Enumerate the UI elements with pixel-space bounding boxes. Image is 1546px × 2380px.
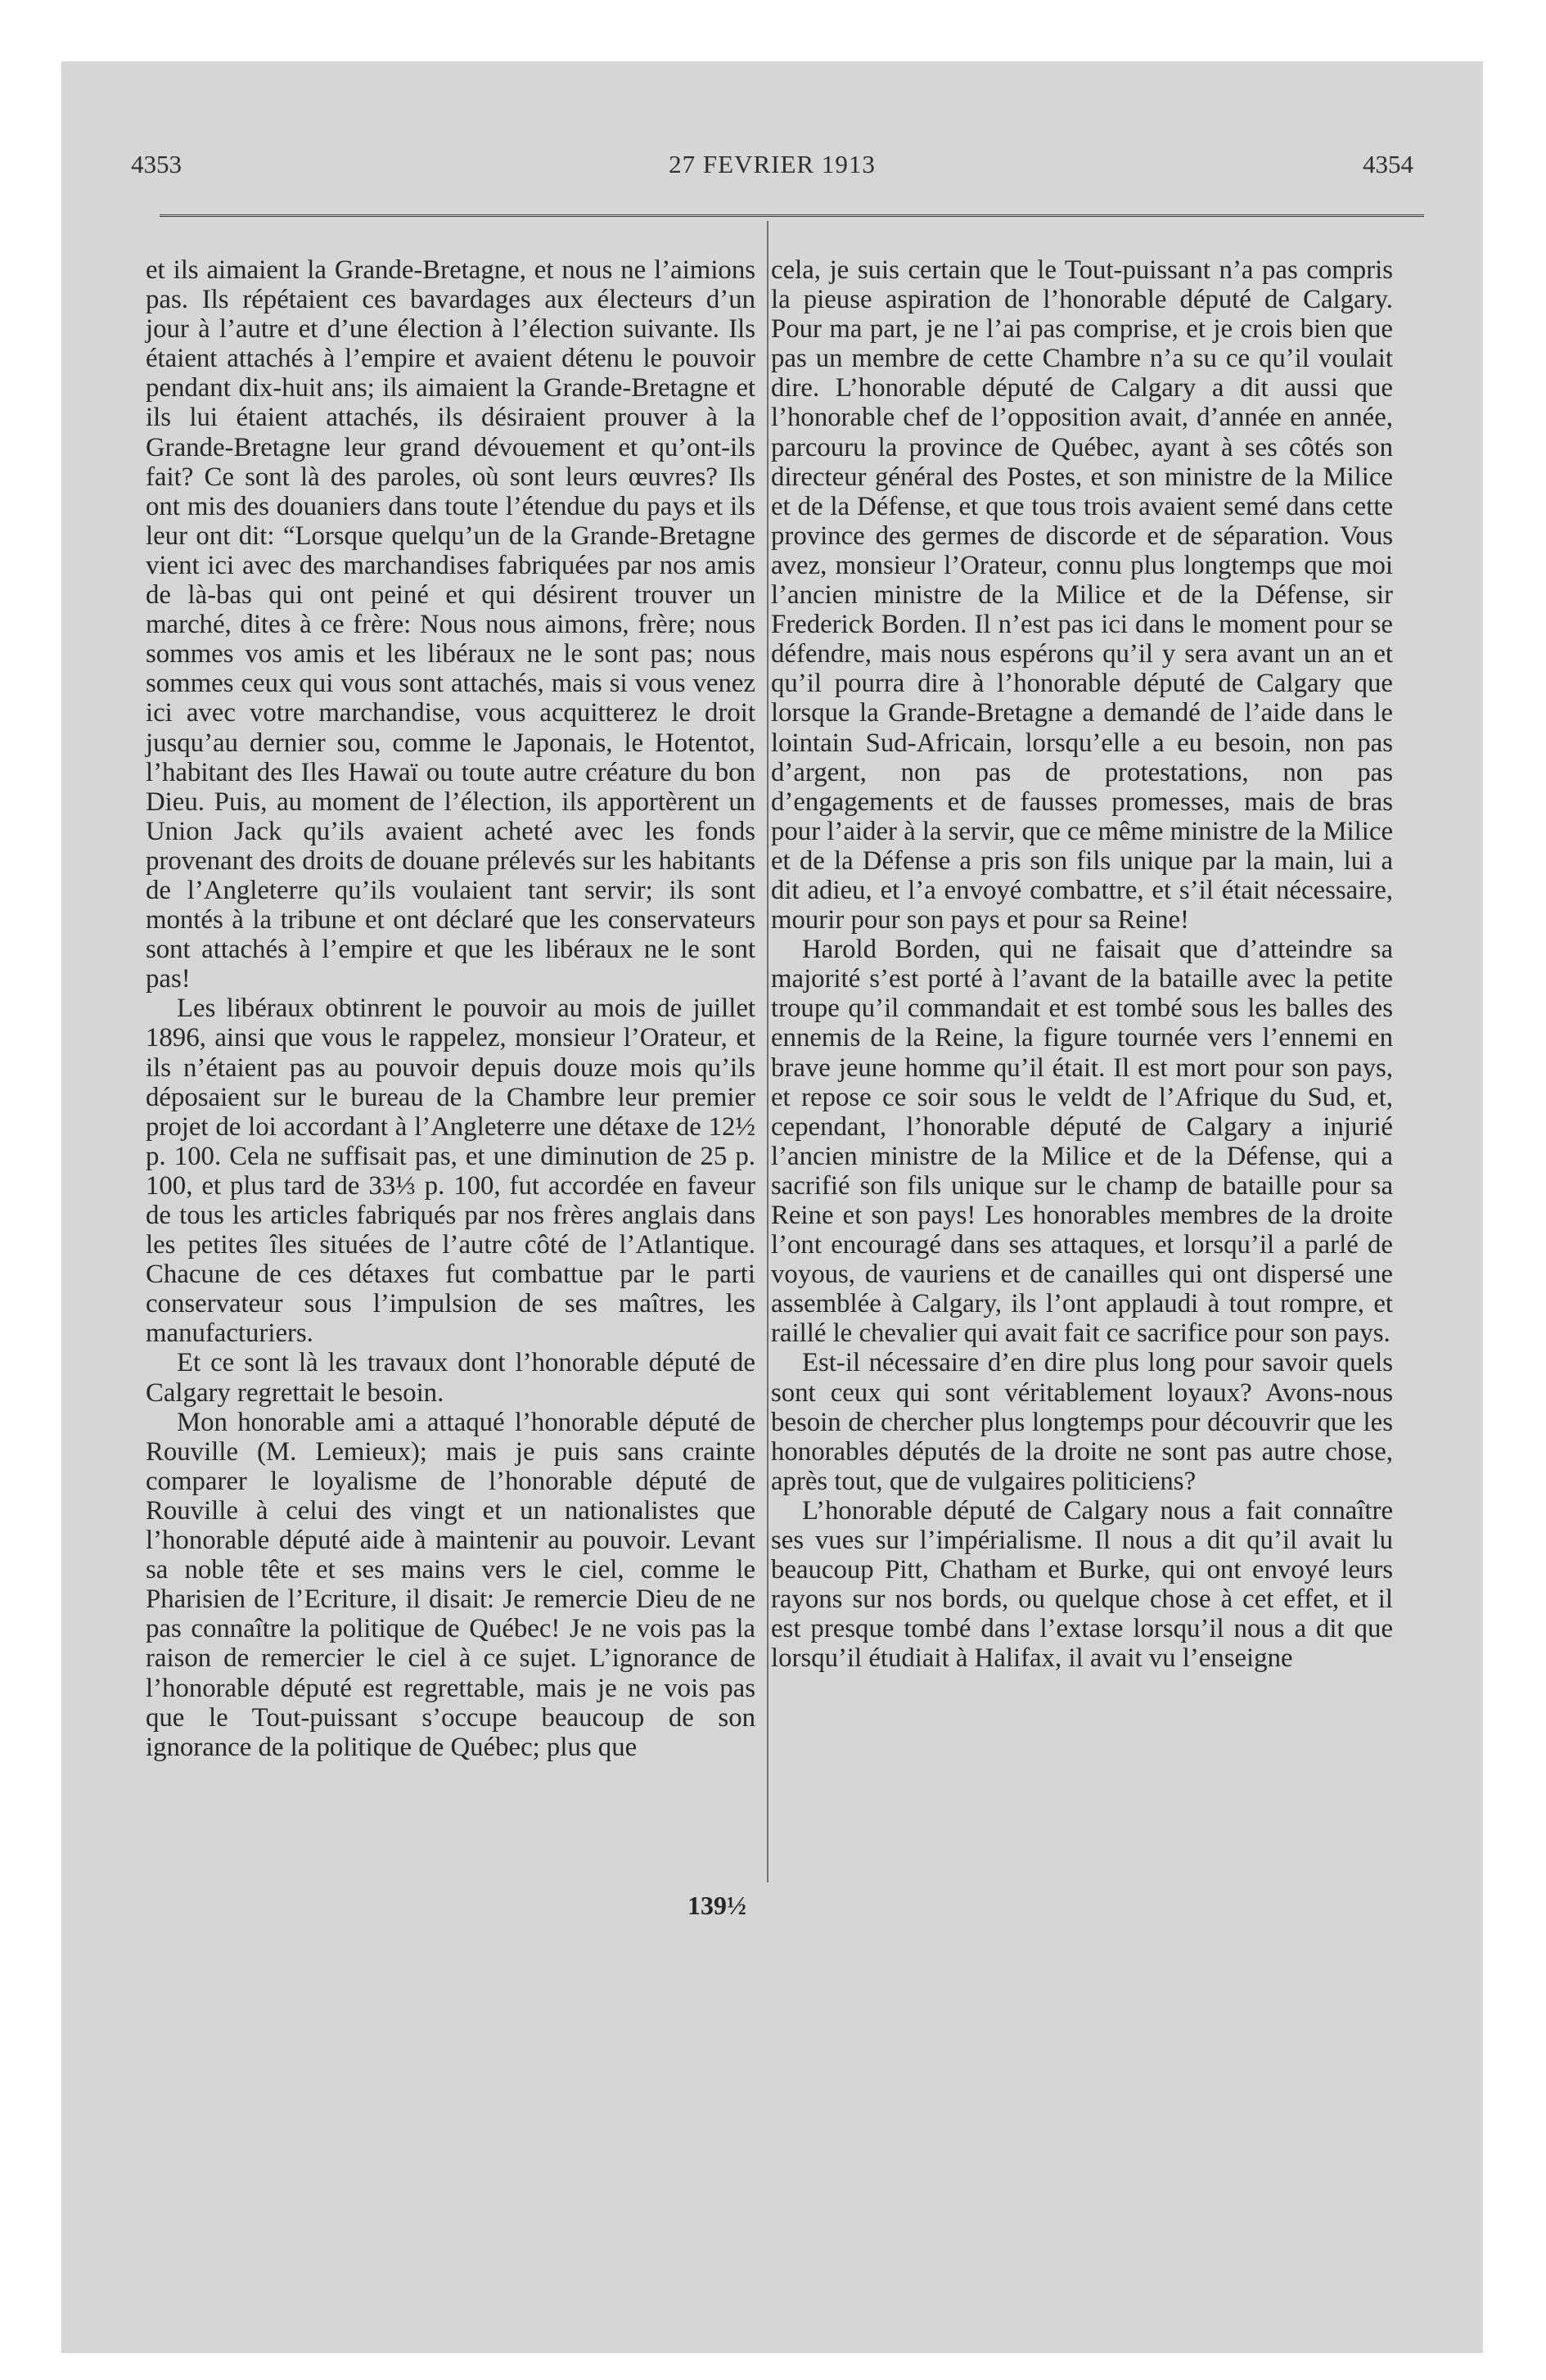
sheet-number: 139½ [687, 1891, 746, 1920]
left-page-number: 4353 [131, 150, 182, 178]
paragraph: Et ce sont là les travaux dont l’honorable député de Calgary regrettait le besoin. [146, 1348, 755, 1408]
paragraph: Est-il nécessaire d’en dire plus long pour savoir quels sont ceux qui sont véritablement loyaux? Avons-nous besoin de chercher plus longtemps pour découvrir que les honorables députés de la droite ne sont pas autre chose, après tout, que de vulgaires politiciens? [771, 1348, 1393, 1496]
paragraph: Mon honorable ami a attaqué l’honorable député de Rouville (M. Lemieux); mais je puis sans crainte comparer le loyalisme de l’honorable député de Rouville à celui des vingt et un nationalistes que l’honorable député aide à maintenir au pouvoir. Levant sa noble tête et ses mains vers le ciel, comme le Pharisien de l’Ecriture, il disait: Je remercie Dieu de ne pas connaître la politique de Québec! Je ne vois pas la raison de remercier le ciel à ce sujet. L’ignorance de l’honorable député est regrettable, mais je ne vois pas que le Tout-puissant s’occupe beaucoup de son ignorance de la politique de Québec; plus que [146, 1407, 755, 1762]
paragraph: et ils aimaient la Grande-Bretagne, et nous ne l’aimions pas. Ils répétaient ces bavardages aux électeurs d’un jour à l’autre et d’une élection à l’élection suivante. Ils étaient attachés à l’empire et avaient détenu le pouvoir pendant dix-huit ans; ils aimaient la Grande-Bretagne et ils lui étaient attachés, ils désiraient prouver à la Grande-Bretagne leur grand dévouement et qu’ont-ils fait? Ce sont là des paroles, où sont leurs œuvres? Ils ont mis des douaniers dans toute l’étendue du pays et ils leur ont dit: “Lorsque quelqu’un de la Grande-Bretagne vient ici avec des marchandises fabriquées par nos amis de là-bas qui ont peiné et qui désirent trouver un marché, dites à ce frère: Nous nous aimons, frère; nous sommes vos amis et les libéraux ne le sont pas; nous sommes ceux qui vous sont attachés, mais si vous venez ici avec votre marchandise, vous acquitterez le droit jusqu’au dernier sou, comme le Japonais, le Hotentot, l’habitant des Iles Hawaï ou toute autre créature du bon Dieu. Puis, au moment de l’élection, ils apportèrent un Union Jack qu’ils avaient acheté avec les fonds provenant des droits de douane prélevés sur les habitants de l’Angleterre qu’ils voulaient tant servir; ils sont montés à la tribune et ont déclaré que les conservateurs sont attachés à l’empire et que les libéraux ne le sont pas! [146, 255, 756, 994]
document-page [61, 61, 1483, 2353]
paragraph: L’honorable député de Calgary nous a fait connaître ses vues sur l’impérialisme. Il nous a dit qu’il avait lu beaucoup Pitt, Chatham et Burke, qui ont envoyé leurs rayons sur nos bords, ou quelque chose à cet effet, et il est presque tombé dans l’extase lorsqu’il nous a dit que lorsqu’il étudiait à Halifax, il avait vu l’enseigne [771, 1495, 1393, 1674]
right-page-number: 4354 [1363, 150, 1413, 178]
paragraph: Les libéraux obtinrent le pouvoir au mois de juillet 1896, ainsi que vous le rappelez, monsieur l’Orateur, et ils n’étaient pas au pouvoir depuis douze mois qu’ils déposaient sur le bureau de la Chambre leur premier projet de loi accordant à l’Angleterre une détaxe de 12½ p. 100. Cela ne suffisait pas, et une diminution de 25 p. 100, et plus tard de 33⅓ p. 100, fut accordée en faveur de tous les articles fabriqués par nos frères anglais dans les petites îles situées de l’autre côté de l’Atlantique. Chacune de ces détaxes fut combattue par le parti conservateur sous l’impulsion de ses maîtres, les manufacturiers. [146, 994, 755, 1349]
right-column [771, 255, 1393, 1674]
paragraph: cela, je suis certain que le Tout-puissant n’a pas compris la pieuse aspiration de l’honorable député de Calgary. Pour ma part, je ne l’ai pas comprise, et je crois bien que pas un membre de cette Chambre n’a su ce qu’il voulait dire. L’honorable député de Calgary a dit aussi que l’honorable chef de l’opposition avait, d’année en année, parcouru la province de Québec, ayant à ses côtés son directeur général des Postes, et son ministre de la Milice et de la Défense, et que tous trois avaient semé dans cette province des germes de discorde et de séparation. Vous avez, monsieur l’Orateur, connu plus longtemps que moi l’ancien ministre de la Milice et de la Défense, sir Frederick Borden. Il n’est pas ici dans le moment pour se défendre, mais nous espérons qu’il y sera avant un an et qu’il pourra dire à l’honorable député de Calgary que lorsque la Grande-Bretagne a demandé de l’aide dans le lointain Sud-Africain, lorsqu’elle a eu besoin, non pas d’argent, non pas de protestations, non pas d’engagements et de fausses promesses, mais de bras pour l’aider à la servir, que ce même ministre de la Milice et de la Défense a pris son fils unique par la main, lui a dit adieu, et l’a envoyé combattre, et s’il était nécessaire, mourir pour son pays et pour sa Reine! [771, 255, 1393, 935]
header-date: 27 FEVRIER 1913 [669, 150, 876, 178]
header-rule [160, 214, 1424, 219]
paragraph: Harold Borden, qui ne faisait que d’atteindre sa majorité s’est porté à l’avant de la bataille avec la petite troupe qu’il commandait et est tombé sous les balles des ennemis de la Reine, la figure tournée vers l’ennemi en brave jeune homme qu’il était. Il est mort pour son pays, et repose ce soir sous le veldt de l’Afrique du Sud, et, cependant, l’honorable député de Calgary a injurié l’ancien ministre de la Milice et de la Défense, qui a sacrifié son fils unique sur le champ de bataille pour sa Reine et son pays! Les honorables membres de la droite l’ont encouragé dans ses attaques, et lorsqu’il a parlé de voyous, de vauriens et de canailles qui ont dispersé une assemblée à Calgary, ils l’ont applaudi à tout rompre, et raillé le chevalier qui avait fait ce sacrifice pour son pays. [771, 935, 1393, 1349]
left-column [146, 255, 755, 1762]
page-header [61, 150, 1483, 199]
column-divider [767, 221, 768, 1882]
